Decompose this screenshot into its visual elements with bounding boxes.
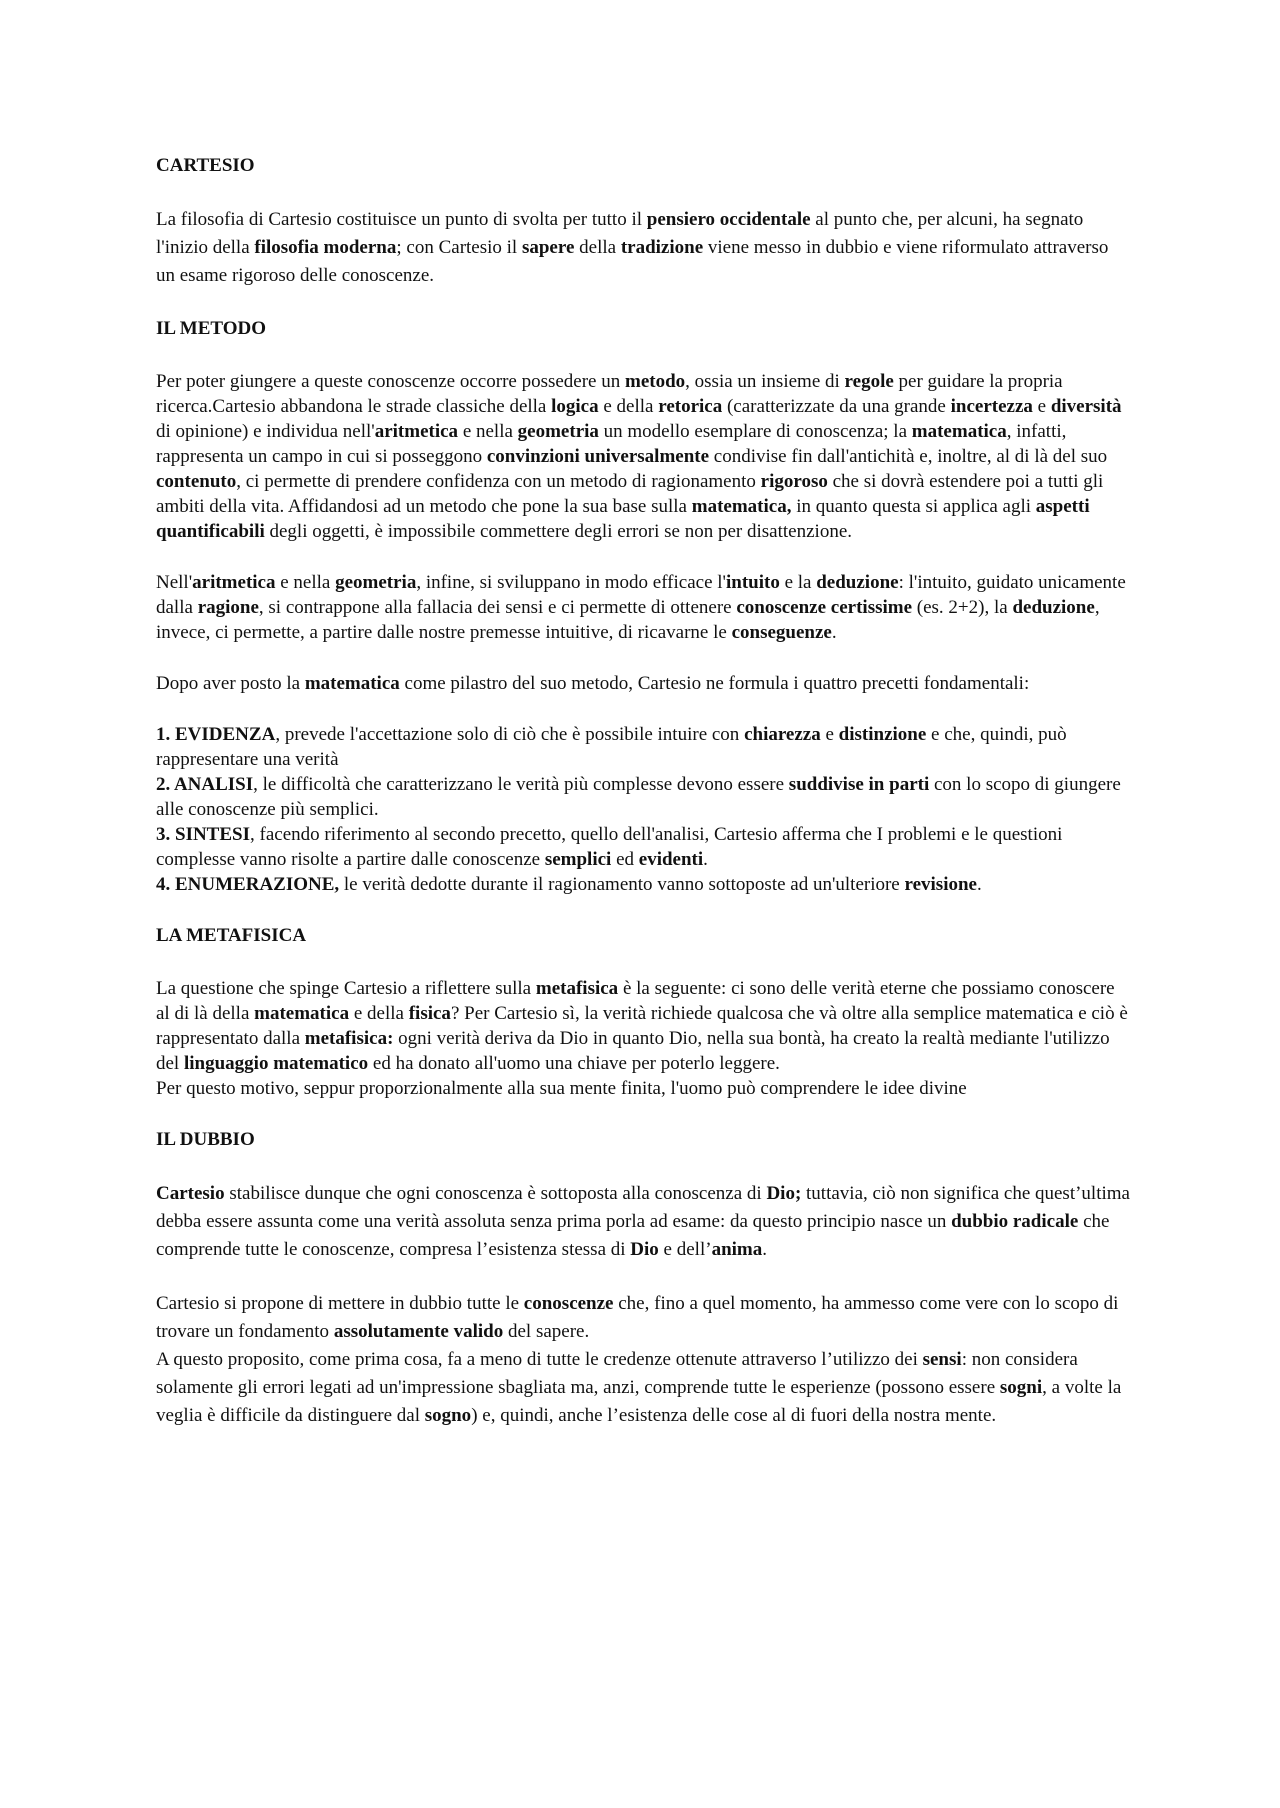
text-run: (es. 2+2), la bbox=[912, 597, 1013, 618]
bold-term: evidenti bbox=[638, 849, 704, 870]
text-run: (caratterizzate da una grande bbox=[722, 396, 951, 417]
text-run: con lo scopo di giungere alle conoscenze più semplici. bbox=[156, 774, 1121, 820]
text-run: che comprende tutte le conoscenze, compresa l’esistenza stessa di bbox=[156, 1211, 1110, 1260]
text-run: ) e, quindi, anche l’esistenza delle cose al di fuori della nostra mente. bbox=[471, 1405, 997, 1426]
bold-term: sapere bbox=[521, 237, 575, 258]
text-line bbox=[156, 1346, 1130, 1430]
bold-term: 3. SINTESI bbox=[156, 824, 250, 845]
text-run: e nella bbox=[458, 421, 518, 442]
bold-term: dubbio radicale bbox=[951, 1211, 1079, 1232]
text-run: un modello esemplare di conoscenza; la bbox=[598, 421, 912, 442]
text-run: , infine, si sviluppano in modo efficace l' bbox=[416, 572, 726, 593]
text-line bbox=[156, 976, 1130, 1076]
bold-term: semplici bbox=[544, 849, 612, 870]
text-run: , facendo riferimento al secondo precetto, quello dell'analisi, Cartesio afferma che I problemi e le questioni complesse vanno risolte a partire dalle conoscenze bbox=[156, 824, 1063, 870]
bold-term: linguaggio matematico bbox=[183, 1053, 369, 1074]
text-run: della bbox=[574, 237, 621, 258]
bold-term: 2. ANALISI bbox=[156, 774, 254, 795]
bold-term: aspetti quantificabili bbox=[156, 496, 1090, 542]
text-line bbox=[156, 872, 1130, 897]
text-run: ed bbox=[611, 849, 639, 870]
bold-term: matematica bbox=[304, 673, 400, 694]
text-run: ; con Cartesio il bbox=[396, 237, 522, 258]
bold-term: incertezza bbox=[950, 396, 1033, 417]
bold-term: deduzione bbox=[816, 572, 899, 593]
text-run: e della bbox=[349, 1003, 409, 1024]
text-run: . bbox=[831, 622, 837, 643]
section-title-metodo: IL METODO bbox=[156, 318, 266, 339]
text-run: degli oggetti, è impossibile commettere degli errori se non per disattenzione. bbox=[264, 521, 852, 542]
bold-term: retorica bbox=[658, 396, 723, 417]
text-run: e bbox=[1032, 396, 1051, 417]
text-run: ? Per Cartesio sì, la verità richiede qualcosa che và oltre alla semplice matematica e ciò è rappresentato dalla bbox=[156, 1003, 1128, 1049]
text-run: e bbox=[820, 724, 839, 745]
bold-term: aritmetica bbox=[192, 572, 276, 593]
section-title-cartesio: CARTESIO bbox=[156, 155, 255, 176]
text-line bbox=[156, 1076, 1130, 1101]
text-line bbox=[156, 722, 1130, 772]
text-run: , invece, ci permette, a partire dalle nostre premesse intuitive, di ricavarne le bbox=[156, 597, 1100, 643]
text-line bbox=[156, 206, 1130, 290]
text-run: , le difficoltà che caratterizzano le verità più complesse devono essere bbox=[253, 774, 789, 795]
text-run: che, fino a quel momento, ha ammesso come vere con lo scopo di trovare un fondamento bbox=[156, 1293, 1119, 1342]
text-run: condivise fin dall'antichità e, inoltre, al di là del suo bbox=[709, 446, 1108, 467]
text-run: in quanto questa si applica agli bbox=[791, 496, 1036, 517]
paragraph-metodo-1 bbox=[156, 369, 1130, 544]
text-run: , ossia un insieme di bbox=[685, 371, 845, 392]
text-run: , prevede l'accettazione solo di ciò che è possibile intuire con bbox=[275, 724, 745, 745]
bold-term: convinzioni universalmente bbox=[486, 446, 710, 467]
text-line bbox=[156, 772, 1130, 822]
bold-term: regole bbox=[844, 371, 894, 392]
text-line bbox=[156, 1290, 1130, 1346]
text-run: , a volte la veglia è difficile da distinguere dal bbox=[156, 1377, 1122, 1426]
text-run: ogni verità deriva da Dio in quanto Dio, nella sua bontà, ha creato la realtà mediante l'utilizzo del bbox=[156, 1028, 1110, 1074]
bold-term: contenuto bbox=[156, 471, 237, 492]
bold-term: fisica bbox=[408, 1003, 451, 1024]
bold-term: matematica bbox=[254, 1003, 350, 1024]
text-run: Dopo aver posto la bbox=[156, 673, 305, 694]
bold-term: sogni bbox=[999, 1377, 1043, 1398]
bold-term: 1. EVIDENZA bbox=[156, 724, 276, 745]
text-run: le verità dedotte durante il ragionamento vanno sottoposte ad un'ulteriore bbox=[339, 874, 905, 895]
text-run: del sapere. bbox=[503, 1321, 590, 1342]
bold-term: deduzione bbox=[1012, 597, 1095, 618]
text-run: Nell' bbox=[156, 572, 193, 593]
precepts-list bbox=[156, 722, 1130, 897]
text-run: per guidare la propria ricerca.Cartesio abbandona le strade classiche della bbox=[156, 371, 1063, 417]
text-run: La questione che spinge Cartesio a riflettere sulla bbox=[156, 978, 536, 999]
text-run: : l'intuito, guidato unicamente dalla bbox=[156, 572, 1126, 618]
paragraph-metafisica bbox=[156, 976, 1130, 1101]
paragraph-metodo-2 bbox=[156, 570, 1130, 645]
bold-term: assolutamente valido bbox=[333, 1321, 504, 1342]
bold-term: revisione bbox=[904, 874, 977, 895]
text-run: e della bbox=[598, 396, 659, 417]
text-run: e che, quindi, può rappresentare una verità bbox=[156, 724, 1067, 770]
bold-term: conoscenze bbox=[523, 1293, 614, 1314]
text-run: , si contrappone alla fallacia dei sensi e ci permette di ottenere bbox=[258, 597, 737, 618]
bold-term: anima bbox=[711, 1239, 763, 1260]
bold-term: sogno bbox=[424, 1405, 472, 1426]
text-run: come pilastro del suo metodo, Cartesio ne formula i quattro precetti fondamentali: bbox=[399, 673, 1030, 694]
bold-term: conseguenze bbox=[731, 622, 832, 643]
text-line bbox=[156, 822, 1130, 872]
bold-term: logica bbox=[551, 396, 599, 417]
bold-term: ragione bbox=[197, 597, 259, 618]
text-run: . bbox=[976, 874, 982, 895]
bold-term: Dio; bbox=[766, 1183, 802, 1204]
paragraph-metodo-3 bbox=[156, 671, 1130, 696]
bold-term: geometria bbox=[335, 572, 417, 593]
bold-term: filosofia moderna bbox=[254, 237, 397, 258]
text-run: Per poter giungere a queste conoscenze occorre possedere un bbox=[156, 371, 625, 392]
text-run: La filosofia di Cartesio costituisce un punto di svolta per tutto il bbox=[156, 209, 647, 230]
bold-term: sensi bbox=[922, 1349, 962, 1370]
bold-term: tradizione bbox=[620, 237, 704, 258]
text-run: : non considera solamente gli errori legati ad un'impressione sbagliata ma, anzi, comprende tutte le esperienze (possono essere bbox=[156, 1349, 1078, 1398]
text-run: e nella bbox=[275, 572, 336, 593]
text-run: stabilisce dunque che ogni conoscenza è sottoposta alla conoscenza di bbox=[224, 1183, 767, 1204]
text-run: . bbox=[703, 849, 708, 870]
text-line bbox=[156, 1180, 1130, 1264]
bold-term: conoscenze certissime bbox=[736, 597, 913, 618]
text-run: , ci permette di prendere confidenza con un metodo di ragionamento bbox=[236, 471, 761, 492]
paragraph-dubbio-1 bbox=[156, 1180, 1130, 1264]
bold-term: geometria bbox=[517, 421, 599, 442]
paragraph-intro bbox=[156, 206, 1130, 290]
paragraph-dubbio-2 bbox=[156, 1290, 1130, 1430]
bold-term: pensiero occidentale bbox=[646, 209, 811, 230]
bold-term: distinzione bbox=[838, 724, 927, 745]
text-run: A questo proposito, come prima cosa, fa a meno di tutte le credenze ottenute attraverso l’utilizzo dei bbox=[156, 1349, 923, 1370]
bold-term: Dio bbox=[630, 1239, 659, 1260]
bold-term: chiarezza bbox=[744, 724, 821, 745]
text-run: Cartesio si propone di mettere in dubbio tutte le bbox=[156, 1293, 524, 1314]
bold-term: metafisica: bbox=[304, 1028, 394, 1049]
text-run: è la seguente: ci sono delle verità eterne che possiamo conoscere al di là della bbox=[156, 978, 1115, 1024]
section-title-metafisica: LA METAFISICA bbox=[156, 925, 307, 946]
text-run: Per questo motivo, seppur proporzionalmente alla sua mente finita, l'uomo può comprendere le idee divine bbox=[156, 1078, 967, 1099]
text-run: che si dovrà estendere poi a tutti gli ambiti della vita. Affidandosi ad un metodo che pone la sua base sulla bbox=[156, 471, 1104, 517]
bold-term: aritmetica bbox=[374, 421, 459, 442]
text-run: , infatti, rappresenta un campo in cui si posseggono bbox=[156, 421, 1067, 467]
bold-term: metafisica bbox=[535, 978, 619, 999]
text-line bbox=[156, 570, 1130, 645]
bold-term: matematica bbox=[911, 421, 1007, 442]
bold-term: intuito bbox=[725, 572, 780, 593]
text-run: e dell’ bbox=[658, 1239, 712, 1260]
bold-term: matematica, bbox=[691, 496, 792, 517]
bold-term: diversità bbox=[1050, 396, 1122, 417]
bold-term: Cartesio bbox=[156, 1183, 225, 1204]
text-run: al punto che, per alcuni, ha segnato l'inizio della bbox=[156, 209, 1084, 258]
text-run: di opinione) e individua nell' bbox=[156, 421, 375, 442]
section-title-dubbio: IL DUBBIO bbox=[156, 1129, 255, 1150]
text-run: ed ha donato all'uomo una chiave per poterlo leggere. bbox=[368, 1053, 780, 1074]
bold-term: 4. ENUMERAZIONE, bbox=[156, 874, 340, 895]
text-line bbox=[156, 369, 1130, 544]
text-run: e la bbox=[779, 572, 817, 593]
text-line bbox=[156, 671, 1130, 696]
bold-term: suddivise in parti bbox=[788, 774, 930, 795]
bold-term: rigoroso bbox=[760, 471, 828, 492]
text-run: viene messo in dubbio e viene riformulato attraverso un esame rigoroso delle conoscenze. bbox=[156, 237, 1109, 286]
bold-term: metodo bbox=[625, 371, 686, 392]
text-run: . bbox=[762, 1239, 767, 1260]
text-run: tuttavia, ciò non significa che quest’ultima debba essere assunta come una verità assoluta senza prima porla ad esame: da questo principio nasce un bbox=[156, 1183, 1130, 1232]
